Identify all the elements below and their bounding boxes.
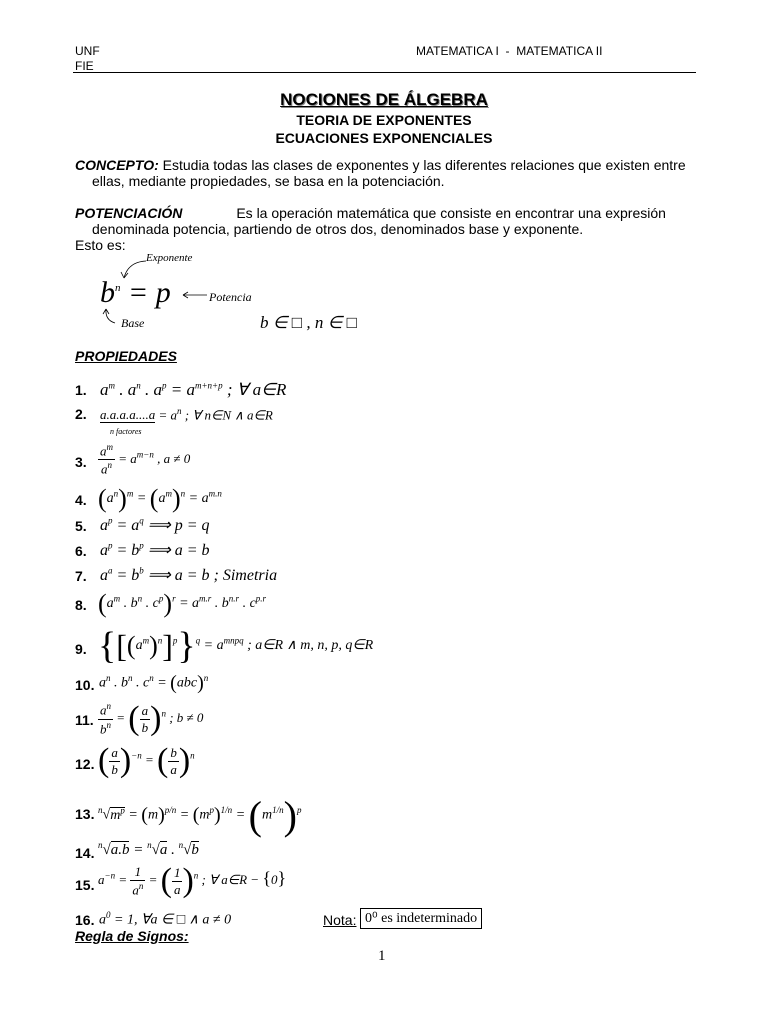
label-base: Base bbox=[121, 316, 145, 330]
prop-6-formula: $a^p = b^p$ ⟹ a = b bbox=[100, 540, 210, 559]
prop-9-formula: $\{[(a^m)^n]^p\}^q = a^{mnpq}$ ; a∈R ∧ m, n, p, q∈R bbox=[98, 625, 374, 667]
prop-2-underbrace-label: n factores bbox=[110, 427, 142, 436]
arrow-potencia-icon bbox=[180, 290, 208, 300]
formula-base: b bbox=[100, 276, 115, 309]
prop-14-formula: $^n$√a.b = $^n$√a . $^n$√b bbox=[98, 840, 199, 858]
propiedades-heading: PROPIEDADES bbox=[75, 348, 177, 364]
prop-7-number: 7. bbox=[75, 568, 87, 584]
potenciacion-label: POTENCIACIÓN bbox=[75, 205, 183, 221]
potenciacion-line2: denominada potencia, partiendo de otros dos, denominados base y exponente. bbox=[92, 221, 584, 237]
header-course: MATEMATICA I - MATEMATICA II bbox=[416, 44, 603, 58]
prop-5-formula: $a^p = a^q$ ⟹ p = q bbox=[100, 515, 210, 534]
concepto-paragraph bbox=[75, 157, 695, 189]
prop-14-number: 14. bbox=[75, 845, 95, 861]
prop-7-formula: $a^a = b^b$ ⟹ a = b ; Simetria bbox=[100, 565, 278, 584]
nota-label: Nota: bbox=[323, 912, 357, 928]
concepto-label: CONCEPTO: bbox=[75, 157, 159, 173]
prop-5-number: 5. bbox=[75, 518, 87, 534]
prop-8-formula: ($a^m$ . $b^n$ . $c^p)^r = a^{m.r}$ . $b^{n.r}$ . $c^{p.r}$ bbox=[98, 589, 267, 618]
prop-2-formula: $a.a.a.a....a = a^n$ ; ∀ n∈N ∧ a∈R bbox=[100, 406, 273, 423]
prop-13-formula: $^n√m^p = (m)^{p/n} = (m^p)^{1/n} = (m^{1/n})^p$ bbox=[98, 793, 302, 838]
page-number: 1 bbox=[378, 948, 386, 964]
power-formula bbox=[100, 276, 171, 310]
prop-13-number: 13. bbox=[75, 806, 95, 822]
prop-3-number: 3. bbox=[75, 454, 87, 470]
label-potencia: Potencia bbox=[209, 290, 252, 304]
subtitle-ecuaciones: ECUACIONES EXPONENCIALES bbox=[275, 130, 493, 146]
header-fie: FIE bbox=[75, 59, 94, 73]
formula-exponent: n bbox=[115, 282, 121, 294]
regla-signos-heading: Regla de Signos: bbox=[75, 928, 189, 944]
prop-15-formula: $a^{-n}$ = $\frac{1}{a^n}$ = ( $\frac{1}{a}$ )$^n$ ; ∀ a∈R − {0} bbox=[98, 862, 287, 899]
prop-4-formula: $(a^n)^m = (a^m)^n = a^{m.n}$ bbox=[98, 484, 222, 513]
nota-box: 0⁰ es indeterminado bbox=[360, 908, 482, 929]
prop-1-formula: $a^m$ . $a^n$ . $a^p = a^{m+n+p}$ ; ∀ a∈R bbox=[100, 380, 287, 399]
prop-11-number: 11. bbox=[75, 712, 94, 728]
domain-formula: b ∈ □ , n ∈ □ bbox=[260, 313, 357, 332]
arrow-base-icon bbox=[101, 306, 119, 326]
prop-10-formula: $a^n$ . $b^n$ . $c^n = (abc)^n$ bbox=[99, 672, 209, 694]
formula-result: = p bbox=[120, 276, 171, 309]
prop-2-number: 2. bbox=[75, 406, 87, 422]
concepto-line2: ellas, mediante propiedades, se basa en la potenciación. bbox=[92, 173, 445, 189]
prop-16-formula: $a^0 = 1$, ∀a ∈ □ ∧ a ≠ 0 bbox=[99, 910, 232, 928]
prop-9-number: 9. bbox=[75, 641, 87, 657]
prop-12-formula: ( $\frac{a}{b}$ )$^{-n}$ = ( $\frac{b}{a}$ )$^n$ bbox=[98, 742, 195, 779]
prop-1-number: 1. bbox=[75, 382, 87, 398]
prop-12-number: 12. bbox=[75, 756, 95, 772]
potenciacion-paragraph bbox=[75, 205, 695, 253]
header-rule bbox=[73, 72, 696, 73]
header-unf: UNF bbox=[75, 44, 100, 58]
prop-8-number: 8. bbox=[75, 597, 87, 613]
prop-4-number: 4. bbox=[75, 492, 87, 508]
prop-11-formula: $\frac{a^n}{b^n}$ = ( $\frac{a}{b}$ )$^n$ ; b ≠ 0 bbox=[100, 700, 204, 737]
label-exponente: Exponente bbox=[146, 252, 193, 264]
prop-16-number: 16. bbox=[75, 912, 95, 928]
prop-10-number: 10. bbox=[75, 677, 95, 693]
potenciacion-line3: Esto es: bbox=[75, 237, 126, 253]
prop-6-number: 6. bbox=[75, 543, 87, 559]
subtitle-teoria: TEORIA DE EXPONENTES bbox=[296, 112, 472, 128]
concepto-line1: Estudia todas las clases de exponentes y las diferentes relaciones que existen entre bbox=[158, 157, 686, 173]
potenciacion-line1: Es la operación matemática que consiste en encontrar una expresión bbox=[236, 205, 666, 221]
prop-3-formula: $\frac{a^m}{a^n}$ = $a^{m-n}$ , a ≠ 0 bbox=[100, 442, 191, 477]
prop-15-number: 15. bbox=[75, 877, 95, 893]
page-title: NOCIONES DE ÁLGEBRA bbox=[280, 90, 488, 109]
